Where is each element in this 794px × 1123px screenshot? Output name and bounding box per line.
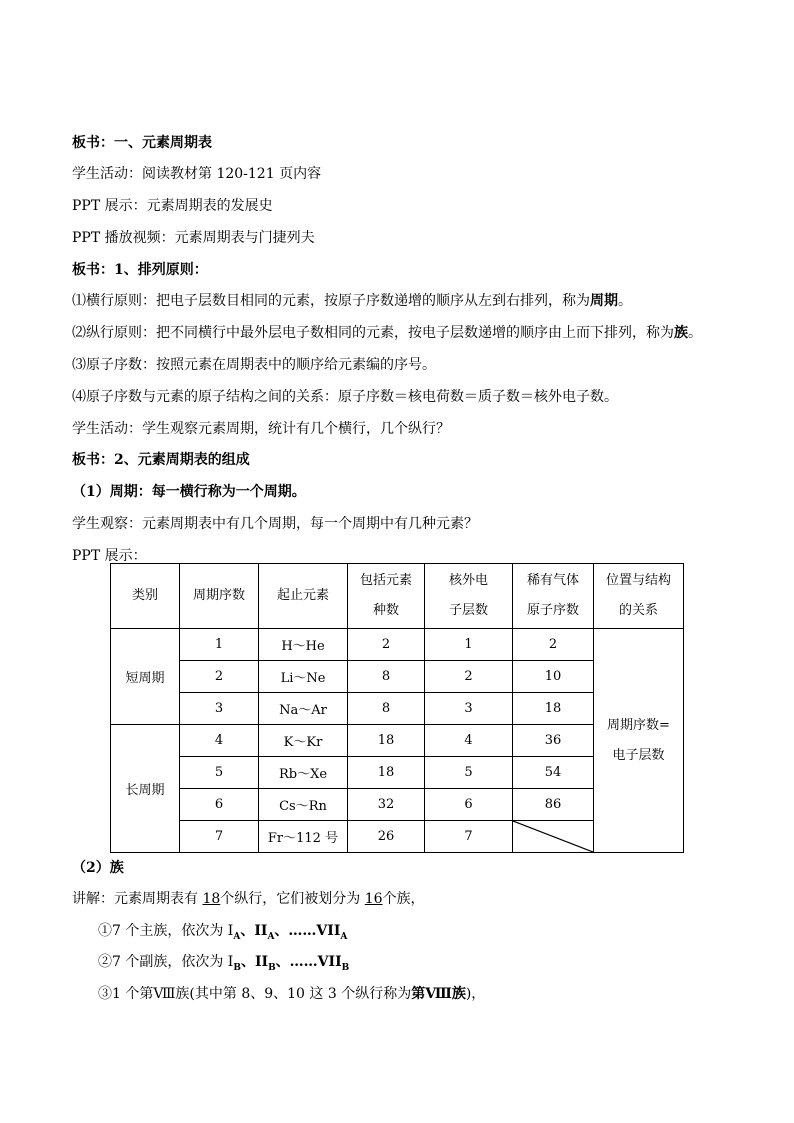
main-groups-ii: 、II (240, 923, 268, 939)
cell-shells: 4 (425, 725, 513, 757)
principle-row-text: ⑴横行原则：把电子层数目相同的元素，按原子序数递增的顺序从左到右排列，称为 (72, 293, 590, 309)
cell-elements: Na～Ar (259, 693, 348, 725)
principle-column-end: 。 (688, 325, 702, 341)
atomic-number-relation: ⑷原子序数与元素的原子结构之间的关系：原子序数＝核电荷数＝质子数＝核外电子数。 (72, 389, 618, 405)
period-heading: （1）周期：每一横行称为一个周期。 (72, 484, 306, 500)
header-period-number: 周期序数 (180, 564, 259, 629)
cell-noble: 86 (513, 789, 594, 821)
sub-groups-text: ②7 个副族，依次为 I (98, 954, 234, 970)
empty-diagonal-cell (513, 821, 594, 853)
sub-groups-ii: 、II (240, 954, 269, 970)
cell-period: 1 (180, 629, 259, 661)
header-noble-gas-l2: 原子序数 (526, 603, 579, 618)
cell-shells: 6 (425, 789, 513, 821)
header-relation-l1: 位置与结构 (605, 573, 671, 588)
header-element-count (348, 564, 425, 629)
sub-groups (98, 952, 349, 978)
student-activity-reading: 学生活动：阅读教材第 120-121 页内容 (72, 166, 322, 182)
diagonal-line (513, 821, 593, 852)
cell-shells: 2 (425, 661, 513, 693)
cell-period: 7 (180, 821, 259, 853)
term-period: 周期 (590, 293, 618, 309)
sub-a-3: A (340, 931, 348, 942)
cell-period: 3 (180, 693, 259, 725)
column-count: 18 (202, 891, 221, 907)
cell-shells: 7 (425, 821, 513, 853)
cell-count: 8 (348, 693, 425, 725)
cell-elements: Li～Ne (259, 661, 348, 693)
cell-elements: Cs～Rn (259, 789, 348, 821)
cell-noble: 2 (513, 629, 594, 661)
header-category: 类别 (111, 564, 180, 629)
relation-cell (594, 629, 684, 853)
main-groups-vii: 、……VII (274, 923, 341, 939)
group-count: 16 (364, 891, 383, 907)
main-groups (98, 921, 347, 947)
group-viii-term: 第Ⅷ族 (411, 986, 466, 1002)
main-groups-text: ①7 个主族，依次为 I (98, 923, 234, 939)
header-element-count-l2: 种数 (372, 603, 399, 618)
header-shell-count-l2: 子层数 (448, 603, 488, 618)
explain-text-3: 个族， (382, 891, 425, 907)
explain-groups (72, 889, 425, 909)
header-start-end: 起止元素 (259, 564, 348, 629)
term-group: 族 (674, 325, 688, 341)
explain-text-2: 个纵行，它们被划分为 (220, 891, 365, 907)
relation-line-2: 电子层数 (612, 747, 665, 763)
cell-noble: 18 (513, 693, 594, 725)
cell-count: 26 (348, 821, 425, 853)
header-relation (594, 564, 684, 629)
student-activity-observe: 学生活动：学生观察元素周期，统计有几个横行，几个纵行？ (72, 421, 450, 437)
cell-elements: H～He (259, 629, 348, 661)
group-viii-end: )， (465, 986, 486, 1002)
principle-column-text: ⑵纵行原则：把不同横行中最外层电子数相同的元素，按电子层数递增的顺序由上而下排列，称为 (72, 325, 674, 341)
board-heading-composition: 板书：2、元素周期表的组成 (72, 452, 250, 468)
table-header-row (111, 564, 684, 629)
table-row (111, 629, 684, 661)
header-noble-gas (513, 564, 594, 629)
header-relation-l2: 的关系 (618, 603, 658, 618)
cell-period: 4 (180, 725, 259, 757)
group-short-period: 短周期 (111, 629, 180, 725)
principle-row (72, 291, 632, 311)
cell-shells: 5 (425, 757, 513, 789)
header-shell-count-l1: 核外电 (448, 573, 488, 588)
cell-count: 18 (348, 757, 425, 789)
group-viii (98, 984, 485, 1004)
cell-elements: K～Kr (259, 725, 348, 757)
atomic-number-def: ⑶原子序数：按照元素在周期表中的顺序给元素编的序号。 (72, 357, 436, 373)
cell-elements: Fr～112 号 (259, 821, 348, 853)
period-table (110, 563, 684, 853)
cell-count: 2 (348, 629, 425, 661)
ppt-history: PPT 展示：元素周期表的发展史 (72, 198, 273, 214)
sub-a-1: A (233, 931, 241, 942)
sub-b-1: B (233, 962, 241, 973)
sub-groups-vii: 、……VII (275, 954, 342, 970)
cell-shells: 3 (425, 693, 513, 725)
cell-count: 32 (348, 789, 425, 821)
cell-count: 18 (348, 725, 425, 757)
sub-b-2: B (268, 962, 276, 973)
sub-b-3: B (341, 962, 350, 973)
student-observe-periods: 学生观察：元素周期表中有几个周期，每一个周期中有几种元素？ (72, 516, 478, 532)
header-noble-gas-l1: 稀有气体 (526, 573, 579, 588)
cell-count: 8 (348, 661, 425, 693)
header-element-count-l1: 包括元素 (359, 573, 412, 588)
explain-text-1: 讲解：元素周期表有 (72, 891, 203, 907)
board-heading-principles: 板书：1、排列原则： (72, 262, 208, 278)
cell-shells: 1 (425, 629, 513, 661)
principle-column (72, 323, 702, 343)
group-long-period: 长周期 (111, 725, 180, 853)
relation-line-1: 周期序数= (607, 717, 670, 733)
cell-noble: 36 (513, 725, 594, 757)
sub-a-2: A (267, 931, 275, 942)
cell-period: 5 (180, 757, 259, 789)
ppt-video: PPT 播放视频：元素周期表与门捷列夫 (72, 230, 315, 246)
ppt-show-label: PPT 展示： (72, 548, 147, 564)
cell-elements: Rb～Xe (259, 757, 348, 789)
principle-row-end: 。 (618, 293, 632, 309)
cell-noble: 54 (513, 757, 594, 789)
cell-noble: 10 (513, 661, 594, 693)
group-viii-text: ③1 个第Ⅷ族(其中第 8、9、10 这 3 个纵行称为 (98, 986, 412, 1002)
board-heading-periodic-table: 板书：一、元素周期表 (72, 135, 212, 151)
cell-period: 6 (180, 789, 259, 821)
header-shell-count (425, 564, 513, 629)
group-heading: （2）族 (72, 860, 124, 876)
cell-period: 2 (180, 661, 259, 693)
